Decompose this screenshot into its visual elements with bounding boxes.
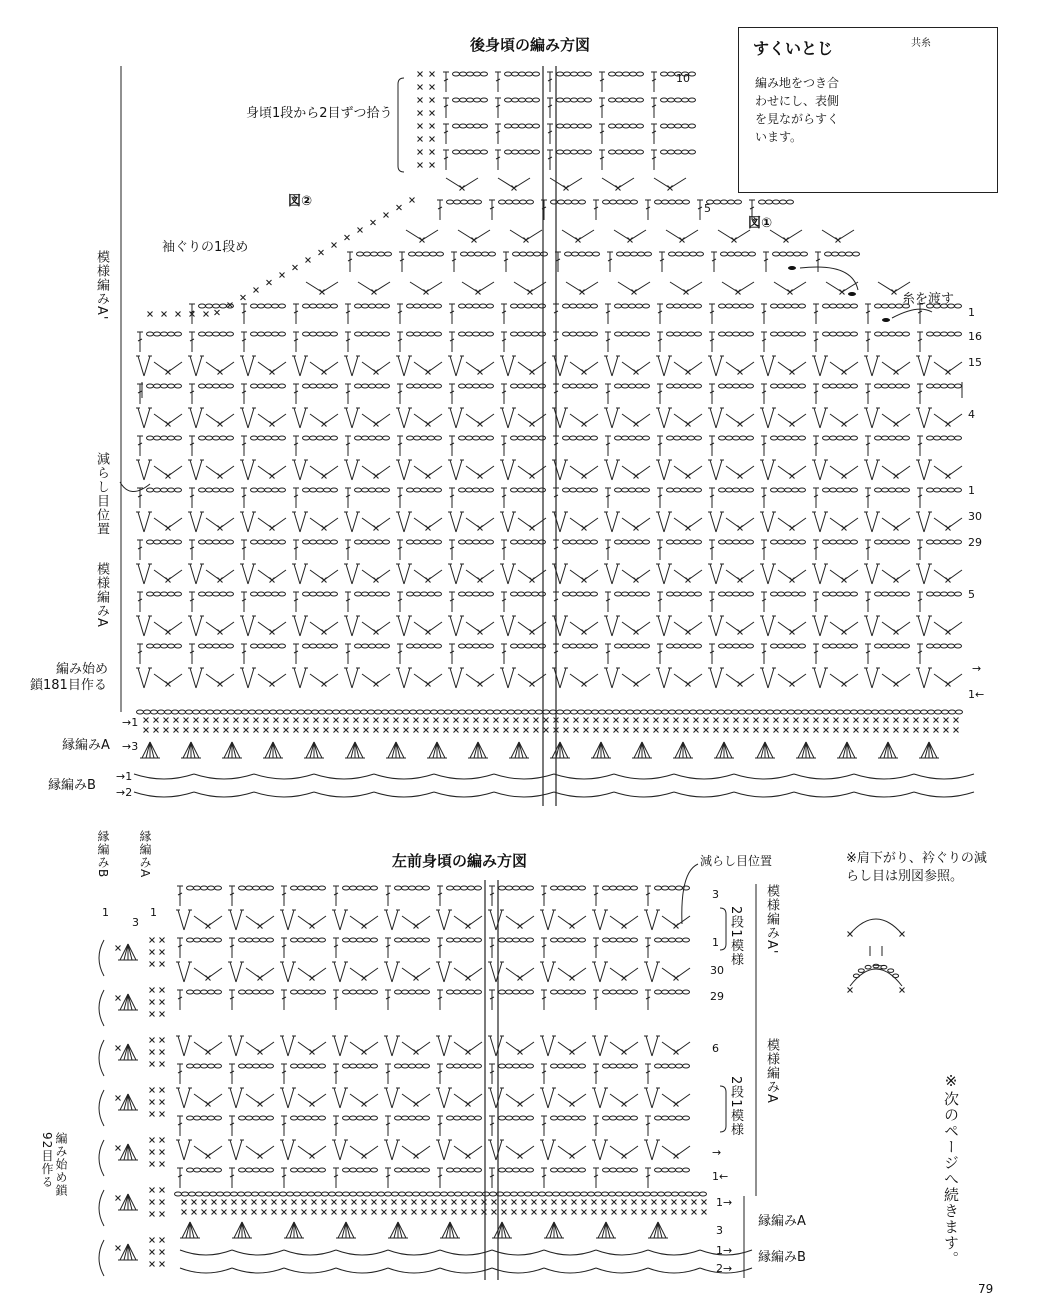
back-row-5b: 5 [968, 588, 975, 601]
front-border-a-vertical: 縁編みA [138, 830, 152, 879]
front-col-1: 1 [102, 906, 109, 919]
back-diagram-title: 後身頃の編み方図 [470, 36, 591, 54]
front-border-b-label: 縁編みB [758, 1250, 806, 1265]
continued-note: ※次のページへ続きます。 [942, 1072, 960, 1267]
back-row-15: 15 [968, 356, 982, 369]
back-row-1a: 1 [968, 306, 975, 319]
front-border-b-vertical: 縁編みB [96, 830, 110, 879]
back-row-1-arrow: 1← [968, 688, 985, 701]
back-border-b-row-1: →1 [116, 770, 133, 783]
front-row-30: 30 [710, 964, 724, 977]
front-border-b-row-2: 2→ [716, 1262, 733, 1275]
front-border-a-label: 縁編みA [758, 1214, 806, 1229]
back-border-b-row-2: →2 [116, 786, 133, 799]
border-b-label: 縁編みB [48, 778, 96, 793]
back-row-10: 10 [676, 72, 690, 85]
back-row-arrow: → [972, 662, 982, 675]
front-row-1: 1 [712, 936, 719, 949]
front-row-6: 6 [712, 1042, 719, 1055]
sukui-toji-title: すくいとじ [753, 39, 834, 58]
front-row-arrow: → [712, 1146, 722, 1159]
sukui-toji-text: 編み地をつき合わせにし、表側を見ながらすくいます。 [755, 76, 840, 144]
front-2row-repeat-mid: 2段1模様 [728, 1076, 743, 1137]
back-row-5: 5 [704, 202, 711, 215]
back-row-30: 30 [968, 510, 982, 523]
back-border-a-row-1: →1 [122, 716, 139, 729]
start-label-1: 編み始め [56, 662, 109, 677]
front-2row-repeat-top: 2段1模様 [728, 906, 743, 967]
front-col-3: 3 [132, 916, 139, 929]
figure-2-label: 図② [288, 194, 313, 209]
start-label-2: 鎖181目作る [30, 678, 107, 693]
shoulder-note: ※肩下がり、衿ぐりの減らし目は別図参照。 [846, 851, 987, 884]
front-border-a-row-3: 3 [716, 1224, 723, 1237]
pattern-a-label: 模様編みA [94, 562, 109, 628]
pass-yarn-label: 糸を渡す [902, 292, 955, 307]
pickup-label: 身頃1段から2目ずつ拾う [246, 106, 393, 121]
back-row-16: 16 [968, 330, 982, 343]
page-number: 79 [978, 1282, 994, 1296]
front-pattern-a-prime: 模様編みA' [764, 884, 779, 955]
front-decrease-label: 減らし目位置 [700, 854, 773, 868]
back-row-1b: 1 [968, 484, 975, 497]
front-pattern-a: 模様編みA [764, 1038, 779, 1104]
back-border-a-row-3: →3 [122, 740, 139, 753]
border-a-label: 縁編みA [62, 738, 110, 753]
sukui-toji-box [738, 27, 998, 193]
front-border-a-row-1: 1→ [716, 1196, 733, 1209]
yarn-label: 共糸 [911, 38, 931, 49]
front-row-29: 29 [710, 990, 724, 1003]
front-start-vertical: 編み始め鎖92目作る [40, 1132, 68, 1197]
front-row-1-arrow: 1← [712, 1170, 729, 1183]
back-row-29: 29 [968, 536, 982, 549]
pattern-a-prime-label: 模様編みA' [94, 250, 109, 321]
equals-symbol: ＝ [871, 958, 888, 977]
figure-1-label: 図① [748, 216, 773, 231]
front-col-1b: 1 [150, 906, 157, 919]
front-diagram-title: 左前身頃の編み方図 [392, 852, 528, 870]
front-row-3: 3 [712, 888, 719, 901]
armhole-row-label: 袖ぐりの1段め [162, 240, 249, 255]
front-border-b-row-1: 1→ [716, 1244, 733, 1257]
decrease-position-label: 減らし目位置 [94, 452, 109, 536]
back-row-4: 4 [968, 408, 975, 421]
